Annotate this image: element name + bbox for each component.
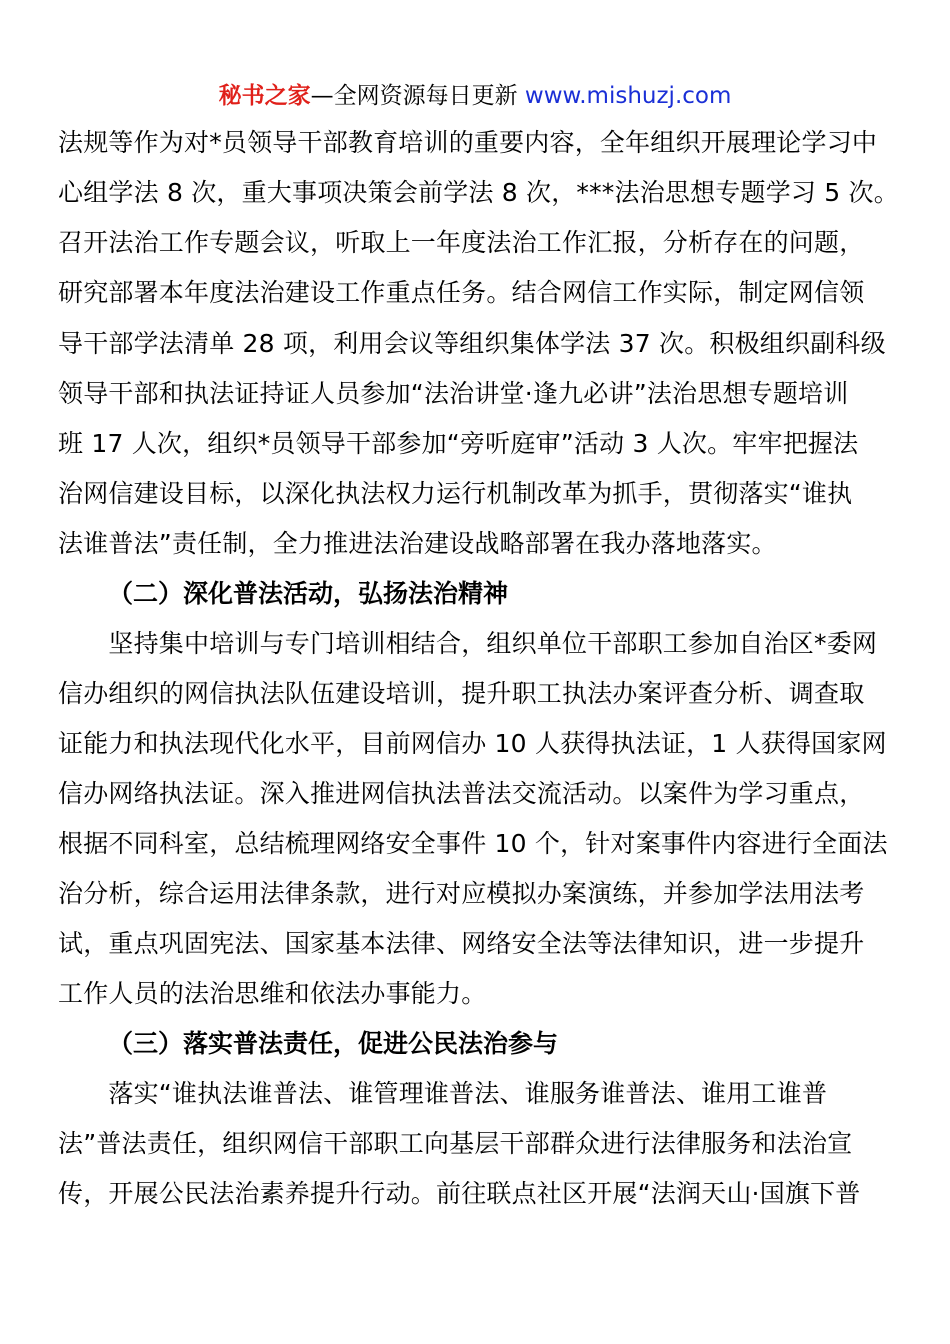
header-site-link[interactable]: www.mishuzj.com	[524, 83, 732, 109]
body-text-line: 治网信建设目标，以深化执法权力运行机制改革为抓手，贯彻落实“谁执	[58, 479, 853, 508]
body-text-line: 传，开展公民法治素养提升行动。前往联点社区开展“法润天山·国旗下普	[58, 1179, 861, 1208]
body-text-line: 导干部学法清单 28 项，利用会议等组织集体学法 37 次。积极组织副科级	[58, 329, 886, 358]
body-text-line: 落实“谁执法谁普法、谁管理谁普法、谁服务谁普法、谁用工谁普	[58, 1079, 828, 1108]
header-brand: 秘书之家	[218, 83, 311, 109]
body-text-line: 研究部署本年度法治建设工作重点任务。结合网信工作实际，制定网信领	[58, 278, 865, 307]
body-text-line: 坚持集中培训与专门培训相结合，组织单位干部职工参加自治区*委网	[58, 629, 878, 658]
body-text-line: 法谁普法”责任制，全力推进法治建设战略部署在我办落地落实。	[58, 529, 777, 558]
body-text-line: 法”普法责任，组织网信干部职工向基层干部群众进行法律服务和法治宣	[58, 1129, 853, 1158]
body-text-line: 试，重点巩固宪法、国家基本法律、网络安全法等法律知识，进一步提升	[58, 929, 865, 958]
header-tagline: —全网资源每日更新	[310, 83, 525, 109]
body-text-line: 信办组织的网信执法队伍建设培训，提升职工执法办案评查分析、调查取	[58, 679, 865, 708]
page-header	[0, 80, 950, 112]
body-text-line: 根据不同科室，总结梳理网络安全事件 10 个，针对案事件内容进行全面法	[58, 829, 888, 858]
body-text-line: 班 17 人次，组织*员领导干部参加“旁听庭审”活动 3 人次。牢牢把握法	[58, 429, 859, 458]
body-text-line: 心组学法 8 次，重大事项决策会前学法 8 次，***法治思想专题学习 5 次。	[58, 178, 899, 207]
body-text-line: 召开法治工作专题会议，听取上一年度法治工作汇报，分析存在的问题，	[58, 228, 865, 257]
body-text-line: 治分析，综合运用法律条款，进行对应模拟办案演练，并参加学法用法考	[58, 879, 865, 908]
body-text-line: 法规等作为对*员领导干部教育培训的重要内容，全年组织开展理论学习中	[58, 128, 878, 157]
body-text-line: 信办网络执法证。深入推进网信执法普法交流活动。以案件为学习重点，	[58, 779, 865, 808]
body-text-line: 领导干部和执法证持证人员参加“法治讲堂·逢九必讲”法治思想专题培训	[58, 379, 849, 408]
body-text-line: 证能力和执法现代化水平，目前网信办 10 人获得执法证，1 人获得国家网	[58, 729, 887, 758]
section-heading: （二）深化普法活动，弘扬法治精神	[108, 579, 509, 608]
section-heading: （三）落实普法责任，促进公民法治参与	[108, 1029, 559, 1058]
body-text-line: 工作人员的法治思维和依法办事能力。	[58, 979, 487, 1008]
